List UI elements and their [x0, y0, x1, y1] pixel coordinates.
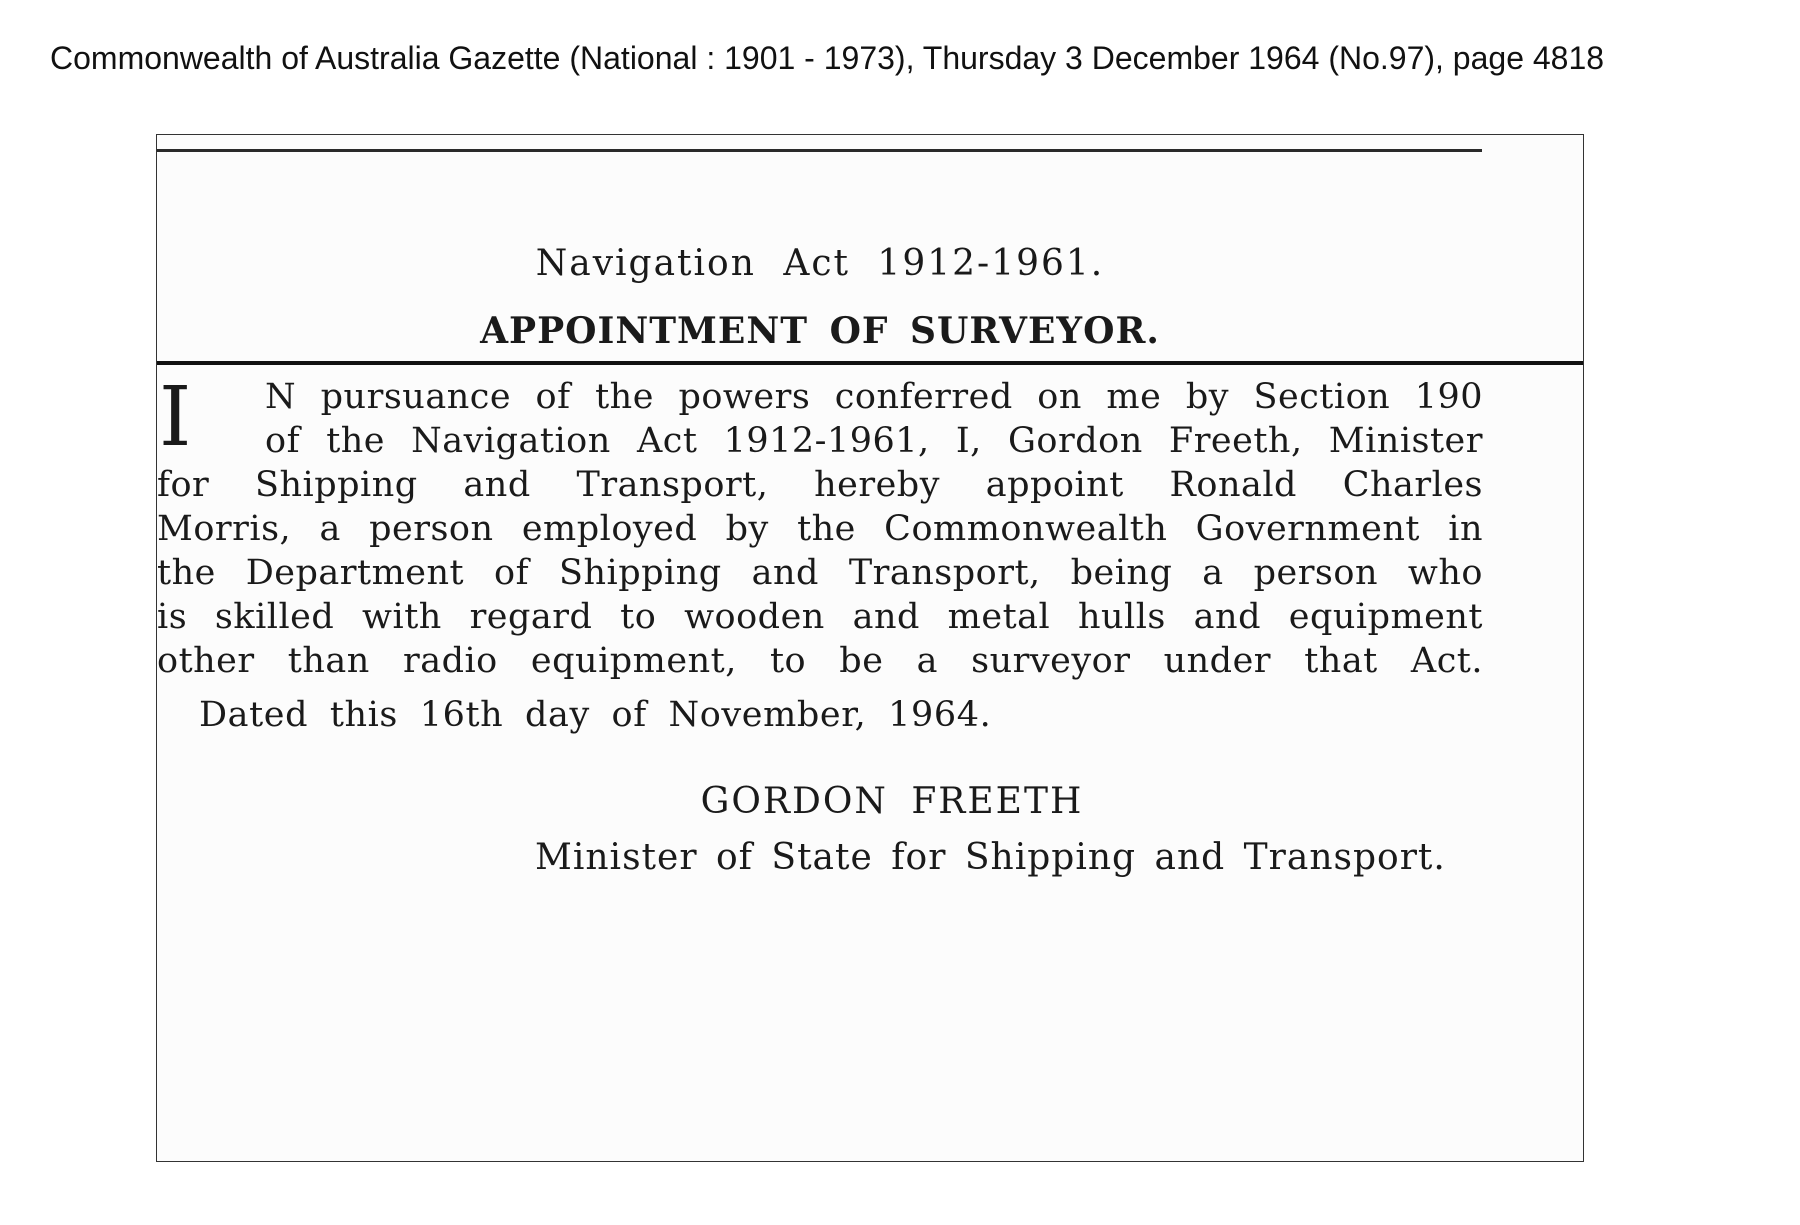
- body-line: Morris, a person employed by the Commonwealth Government in: [157, 509, 1483, 549]
- dated-line: Dated this 16th day of November, 1964.: [199, 695, 992, 735]
- gazette-clipping: [156, 134, 1584, 1162]
- top-rule: [157, 149, 1482, 152]
- act-title: Navigation Act 1912-1961.: [535, 243, 1105, 284]
- notice-body: [157, 370, 1483, 683]
- notice-heading: APPOINTMENT OF SURVEYOR.: [480, 310, 1160, 352]
- signatory-name: GORDON FREETH: [700, 781, 1084, 822]
- body-line: of the Navigation Act 1912-1961, I, Gordon Freeth, Minister: [265, 421, 1483, 461]
- body-line: N pursuance of the powers conferred on me by Section 190: [265, 377, 1483, 417]
- drop-cap: I: [159, 370, 192, 465]
- page-citation: Commonwealth of Australia Gazette (National : 1901 - 1973), Thursday 3 December 1964 (No.97), page 4818: [50, 40, 1605, 76]
- body-line: is skilled with regard to wooden and metal hulls and equipment: [157, 597, 1483, 637]
- heading-rule: [157, 361, 1583, 365]
- signatory-position: Minister of State for Shipping and Transport.: [535, 837, 1446, 878]
- body-line: the Department of Shipping and Transport, being a person who: [157, 553, 1483, 593]
- body-line: other than radio equipment, to be a surveyor under that Act.: [157, 641, 1483, 681]
- body-line: for Shipping and Transport, hereby appoint Ronald Charles: [157, 465, 1483, 505]
